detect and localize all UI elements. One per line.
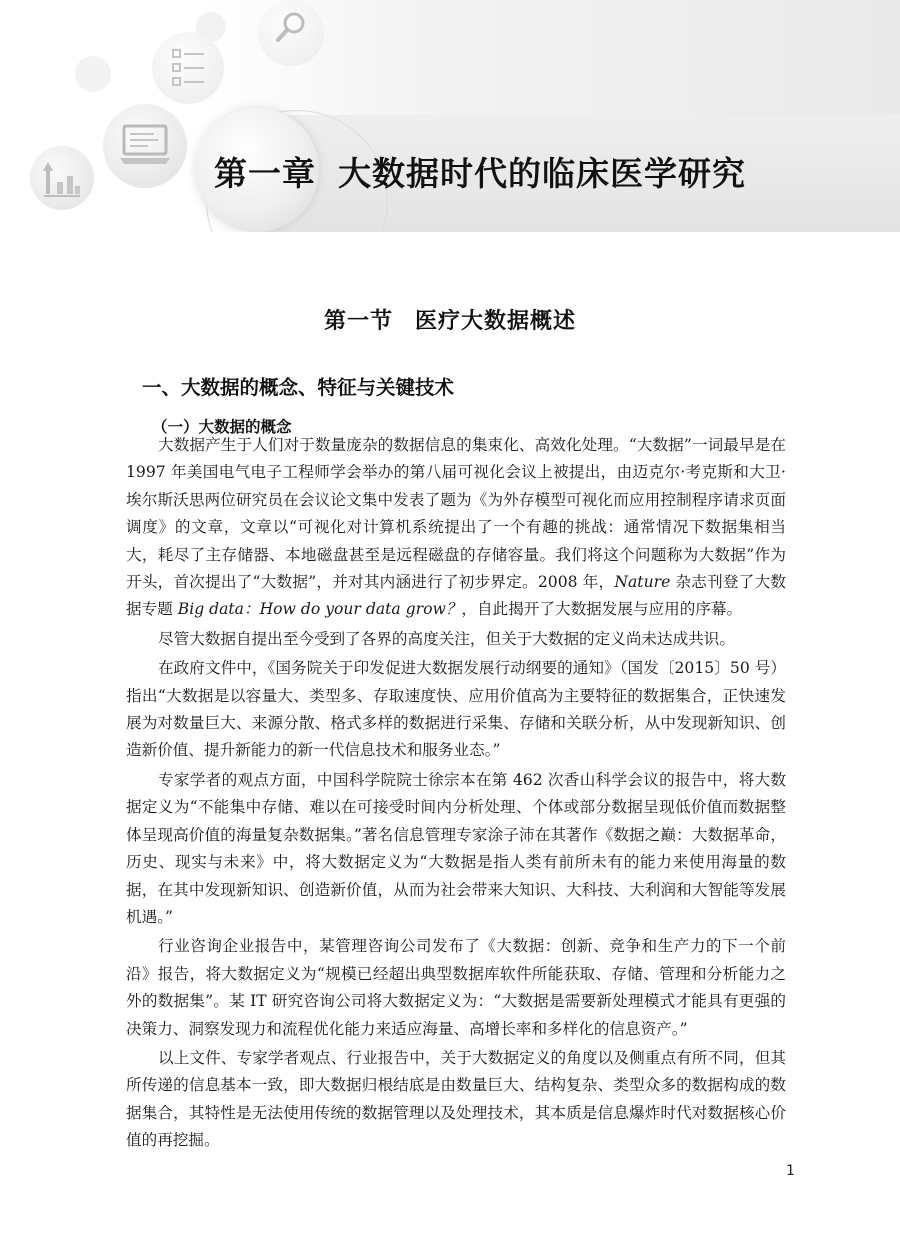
section-title	[0, 304, 900, 335]
section-title-text: 医疗大数据概述	[415, 308, 577, 334]
paragraph-text: ，自此揭开了大数据发展与应用的序幕。	[461, 600, 743, 619]
chapter-title	[214, 148, 746, 195]
paragraph	[126, 933, 786, 1043]
bar-chart-icon	[40, 158, 84, 200]
section-number: 第一节	[323, 308, 393, 334]
paragraph	[126, 626, 786, 653]
paragraph-text: 杂志刊登了大数据专题	[126, 573, 786, 619]
paragraph-text: 尽管大数据自提出至今受到了各界的高度关注，但关于大数据的定义尚未达成共识。	[158, 629, 735, 648]
chapter-header-band	[0, 0, 900, 232]
paragraph	[126, 767, 786, 931]
paragraph-text: 专家学者的观点方面，中国科学院院士徐宗本在第 462 次香山科学会议的报告中，将大数据定义为“不能集中存储、难以在可接受时间内分析处理、个体或部分数据呈现低价值而数据整体呈现高价值的海量复杂数据集。”著名信息管理专家涂子沛在其著作《数据之巅：大数据革命，历史、现实与未来》中，将大数据定义为“大数据是指人类有前所未有的能力来使用海量的数据，在其中发现新知识、创造新价值，从而为社会带来大知识、大科技、大利润和大智能等发展机遇。”	[126, 770, 786, 926]
heading-level2: 一、大数据的概念、特征与关键技术	[142, 376, 455, 399]
magnifier-icon	[272, 8, 312, 48]
article-title: Big data：How do your data grow？	[177, 600, 462, 619]
paragraph	[126, 1045, 786, 1155]
heading-level3: （一）大数据的概念	[152, 418, 292, 436]
decor-dot	[75, 56, 111, 92]
paragraph-text: 以上文件、专家学者观点、行业报告中，关于大数据定义的角度以及侧重点有所不同，但其所传递的信息基本一致，即大数据归根结底是由数量巨大、结构复杂、类型众多的数据构成的数据集合，其特性是无法使用传统的数据管理以及处理技术，其本质是信息爆炸时代对数据核心价值的再挖掘。	[126, 1048, 786, 1150]
chapter-title-text: 大数据时代的临床医学研究	[338, 154, 746, 193]
checklist-icon	[170, 46, 208, 90]
paragraph	[126, 655, 786, 765]
chapter-number: 第一章	[214, 154, 316, 193]
paragraph-text: 在政府文件中，《国务院关于印发促进大数据发展行动纲要的通知》（国发〔2015〕50 号）指出“大数据是以容量大、类型多、存取速度快、应用价值高为主要特征的数据集合，正快速发展为对数量巨大、来源分散、格式多样的数据进行采集、存储和关联分析，从中发现新知识、创造新价值、提升新能力的新一代信息技术和服务业态。”	[126, 659, 786, 760]
paragraph-text: 行业咨询企业报告中，某管理咨询公司发布了《大数据：创新、竞争和生产力的下一个前沿》报告，将大数据定义为“规模已经超出典型数据库软件所能获取、存储、管理和分析能力之外的数据集”。某 IT 研究咨询公司将大数据定义为：“大数据是需要新处理模式才能具有更强的决策力、洞察发现力和流程优化能力来适应海量、高增长率和多样化的信息资产。”	[126, 937, 786, 1038]
paragraph	[126, 432, 786, 624]
page-number: 1	[786, 1163, 795, 1179]
paragraph-text: 大数据产生于人们对于数量庞杂的数据信息的集束化、高效化处理。“大数据”一词最早是在 1997 年美国电气电子工程师学会举办的第八届可视化会议上被提出，由迈克尔·考克斯和大卫·埃尔斯沃思两位研究员在会议论文集中发表了题为《为外存模型可视化而应用控制程序请求页面调度》的文章，文章以“可视化对计算机系统提出了一个有趣的挑战：通常情况下数据集相当大，耗尽了主存储器、本地磁盘甚至是远程磁盘的存储容量。我们将这个问题称为大数据”作为开头，首次提出了“大数据”，并对其内涵进行了初步界定。2008 年，	[126, 436, 786, 592]
body-text	[126, 432, 786, 1155]
monitor-icon	[118, 122, 172, 168]
journal-name: Nature	[614, 573, 671, 592]
